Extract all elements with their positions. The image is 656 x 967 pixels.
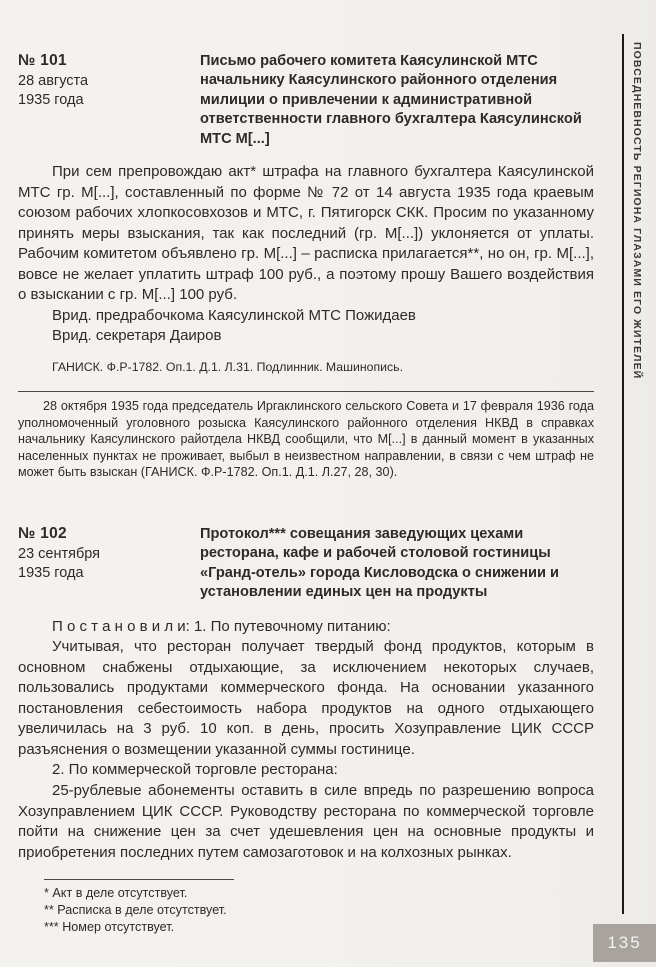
footnote-1: * Акт в деле отсутствует. [44,886,188,901]
doc102-paragraph-3: 2. По коммерческой торговле ресторана: [52,761,338,779]
doc102-date-line1: 23 сентября [18,546,101,562]
doc101-editorial-note: 28 октября 1935 года председатель Иргаклинского сельского Совета и 17 февраля 1936 года уполномоченный уголовного розыска Каясулинского районного отделения НКВД в справках начальнику Каясулинского райотдела НКВД сообщили, что М[...] в данный момент в указанных населенных пунктах не проживает, выбыл в неизвестном направлении, в связи с чем штраф не может быть взыскан (ГАНИСК. Ф.Р-1782. Оп.1. Д.1. Л.27, 28, 30). [18,398,594,480]
doc102-paragraph-4: 25-рублевые абонементы оставить в силе впредь по разрешению вопроса Хозуправлением ЦИК СССР. Руководству ресторана по коммерческой торговле пойти на снижение цен за счет удешевления цен на основные продукты и приобретения последних путем самозаготовок и на колхозных рынках. [18,782,594,861]
doc101-header [18,52,594,149]
doc101-title: Письмо рабочего комитета Каясулинской МТС начальнику Каясулинского районного отделения милиции о привлечении к административной ответственности главного бухгалтера Каясулинской МТС М[...] [200,53,582,147]
document-101 [18,52,594,481]
doc101-note-divider [18,391,594,392]
sidebar-divider-line [622,34,624,914]
doc101-body-paragraph: При сем препровождаю акт* штрафа на главного бухгалтера Каясулинской МТС гр. М[...], составленный по форме № 72 от 14 августа 1935 года краевым союзом рабочих хлопкосовхозов и МТС, г. Пятигорск СКК. Просим по указанному принять меры взыскания, так как последний (гр. М[...]) уклоняется от уплаты. Рабочим комитетом объявлено гр. М[...] – расписка прилагается**, но он, гр. М[...], вовсе не желает уплатить штраф 100 руб., а поэтому прошу Вашего воздействия о взыскании с гр. М[...] 100 руб. [18,163,594,304]
doc101-archive-reference: ГАНИСК. Ф.Р-1782. Оп.1. Д.1. Л.31. Подлинник. Машинопись. [52,359,403,374]
page-number-badge [593,924,656,962]
doc102-meta [18,525,200,583]
doc101-signature-1: Врид. предрабочкома Каясулинской МТС Пожидаев [52,306,416,324]
doc102-number: № 102 [18,525,67,542]
doc102-title: Протокол*** совещания заведующих цехами ресторана, кафе и рабочей столовой гостиницы «Гранд-отель» города Кисловодска о снижении и установлении единых цен на продукты [200,526,559,601]
footnotes-block [18,879,594,936]
doc101-meta [18,52,200,110]
page-number: 135 [607,933,642,952]
document-102 [18,525,594,863]
doc101-date-line1: 28 августа [18,73,89,89]
doc101-number: № 101 [18,52,67,69]
doc102-paragraph-1: П о с т а н о в и л и: 1. По путевочному питанию: [52,617,391,635]
footnotes-divider [44,879,234,880]
doc102-paragraph-2: Учитывая, что ресторан получает твердый фонд продуктов, которым в основном снабжены отдыхающие, за исключением некоторых случаев, пользовались продуктами коммерческого фонда. На основании указанного постановления себестоимость набора продуктов на одного отдыхающего увеличилась на 3 руб. 10 коп. в день, просить Хозуправление ЦИК СССР разъяснения о возмещении указанной суммы гостинице. [18,638,594,758]
doc102-body [18,617,594,864]
doc101-signature-2: Врид. секретаря Даиров [52,327,222,345]
sidebar-vertical-title: ПОВСЕДНЕВНОСТЬ РЕГИОНА ГЛАЗАМИ ЕГО ЖИТЕЛЕЙ [631,42,643,380]
doc101-date-line2: 1935 года [18,91,84,108]
main-text-column [18,52,594,936]
doc102-date-line2: 1935 года [18,564,84,581]
footnote-2: ** Расписка в деле отсутствует. [44,903,227,918]
doc102-header [18,525,594,603]
footnote-3: *** Номер отсутствует. [44,920,175,935]
